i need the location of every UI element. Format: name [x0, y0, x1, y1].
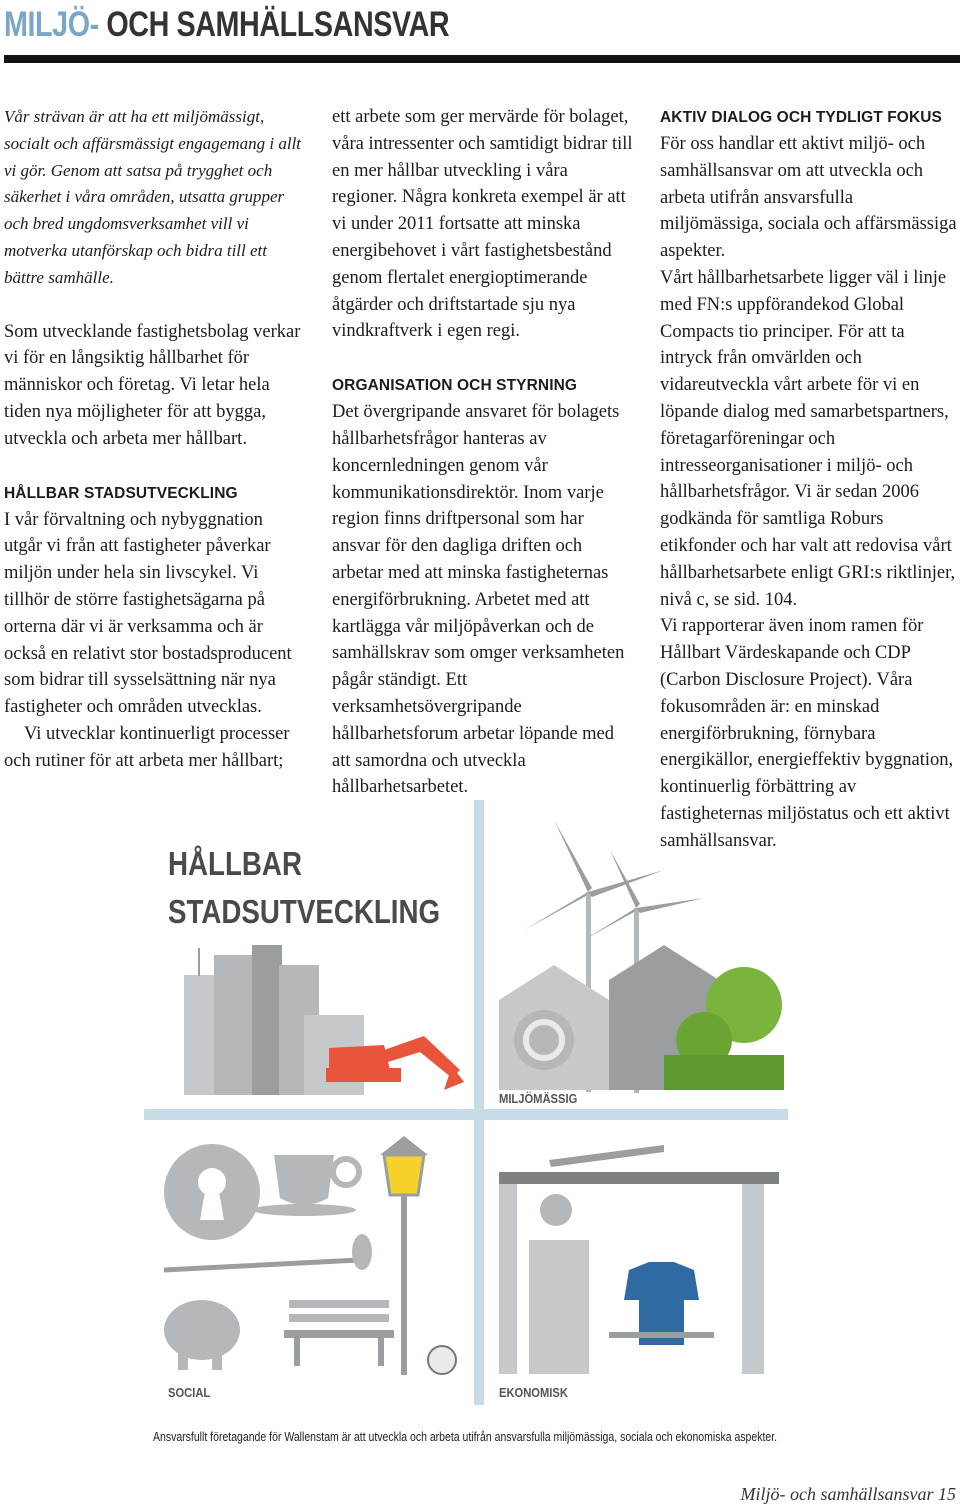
- label-ekonomisk: EKONOMISK: [499, 1385, 568, 1400]
- title-accent: MILJÖ-: [4, 5, 99, 44]
- infographic: [144, 800, 788, 1410]
- paragraph: Vi utvecklar kontinuerligt processer och rutiner för att arbeta mer hållbart;: [4, 723, 290, 771]
- coffee-cup-icon: [252, 1155, 359, 1216]
- page-footer: [741, 1484, 957, 1505]
- infographic-title-line: HÅLLBAR: [168, 845, 302, 882]
- label-miljomassig: MILJÖMÄSSIG: [499, 1091, 578, 1106]
- header-rule: [4, 55, 960, 63]
- label-social: SOCIAL: [168, 1385, 211, 1400]
- footer-text: Miljö- och samhällsansvar: [740, 1484, 934, 1504]
- keyhole-icon: [164, 1144, 260, 1240]
- infographic-title-line: STADSUTVECKLING: [168, 893, 441, 930]
- elephant-icon: [164, 1300, 240, 1370]
- street-lamp-icon: [380, 1136, 428, 1375]
- door-icon: [529, 1194, 589, 1374]
- shirt-icon: [609, 1262, 714, 1345]
- football-icon: [428, 1346, 456, 1374]
- column-3: [660, 104, 960, 855]
- column-2: [332, 104, 634, 801]
- infographic-title: [168, 840, 440, 936]
- section-heading: ORGANISATION OCH STYRNING: [332, 377, 578, 395]
- section-heading: HÅLLBAR STADSUTVECKLING: [4, 484, 238, 502]
- paragraph: I vår förvaltning och nybyggnation utgår vi från att fastigheter påverkar miljön under hela sin livscykel. Vi tillhör de större fastighetsägarna på orterna där vi är verksamma och är också en relativt stor bostadsproducent som bidrar till sysselsättning när nya fastigheter och områden utvecklas.: [4, 509, 292, 718]
- paragraph: För oss handlar ett aktivt miljö- och samhällsansvar om att utveckla och arbeta utifrån ansvarsfulla miljömässiga, sociala och affärsmässiga aspekter.: [660, 134, 957, 262]
- floorball-stick-icon: [164, 1234, 372, 1270]
- paragraph: ett arbete som ger mervärde för bolaget, våra intressenter och samtidigt bidrar till en mer hållbar utveckling i våra regioner. Några konkreta exempel är att vi under 2011 fortsatte att minska energibehovet i vårt fastighetsbestånd genom flertalet energioptimerande åtgärder och driftstartade sju nya vindkraftverk i egen regi.: [332, 107, 633, 342]
- page-title: [4, 2, 449, 48]
- title-main: OCH SAMHÄLLSANSVAR: [98, 5, 450, 44]
- column-1: [4, 104, 304, 775]
- paragraph: Vårt hållbarhetsarbete ligger väl i linje med FN:s uppförandekod Global Compacts tio principer. För att ta intryck från omvärlden och vidareutveckla vårt arbete för vi en löpande dialog med samarbetspartners, företagarföreningar och intresseorganisationer i miljö- och hållbarhetsfrågor. Vi är sedan 2006 godkända för samtliga Roburs etikfonder och har valt att redovisa vårt hållbarhetsarbete enligt GRI:s riktlinjer, nivå c, se sid. 104.: [660, 267, 956, 610]
- vertical-axis: [474, 800, 484, 1405]
- paragraph: Vi rapporterar även inom ramen för Hållbart Värdeskapande och CDP (Carbon Disclosure Project). Våra fokusområden är: en minskad energiförbrukning, förnybara energikällor, energieffektiv byggnation, kontinuerlig förbättring av fastigheternas miljöstatus och ett aktivt samhällsansvar.: [660, 616, 954, 851]
- recycle-icon: [514, 1010, 574, 1070]
- paragraph: Som utvecklande fastighetsbolag verkar vi för en långsiktig hållbarhet för människor och företag. Vi letar hela tiden nya möjligheter för att bygga, utveckla och arbeta mer hållbart.: [4, 321, 301, 449]
- intro-text: Vår strävan är att ha ett miljömässigt, socialt och affärsmässigt engagemang i allt vi gör. Genom att satsa på trygghet och säkerhet i våra områden, utsatta grupper och bred ungdomsverksamhet vill vi motverka utanförskap och bidra till ett bättre samhälle.: [4, 107, 302, 287]
- bench-icon: [284, 1300, 394, 1366]
- page-number: 15: [938, 1484, 956, 1504]
- section-heading: AKTIV DIALOG OCH TYDLIGT FOKUS: [660, 109, 942, 126]
- paragraph: Det övergripande ansvaret för bolagets hållbarhetsfrågor hanteras av koncernledningen genom vår kommunikationsdirektör. Inom varje region finns driftpersonal som har ansvar för den dagliga driften och arbetar med att minska fastigheternas energiförbrukning. Arbetet med att kartlägga vår miljöpåverkan och de samhällskrav som omger verksamheten pågår ständigt. Ett verksamhetsövergripande hållbarhetsforum arbetar löpande med att samordna och utveckla hållbarhetsarbetet.: [332, 402, 625, 798]
- infographic-caption: Ansvarsfullt företagande för Wallenstam är att utveckla och arbeta utifrån ansvarsfulla miljömässiga, sociala och ekonomiska aspekter.: [153, 1430, 778, 1444]
